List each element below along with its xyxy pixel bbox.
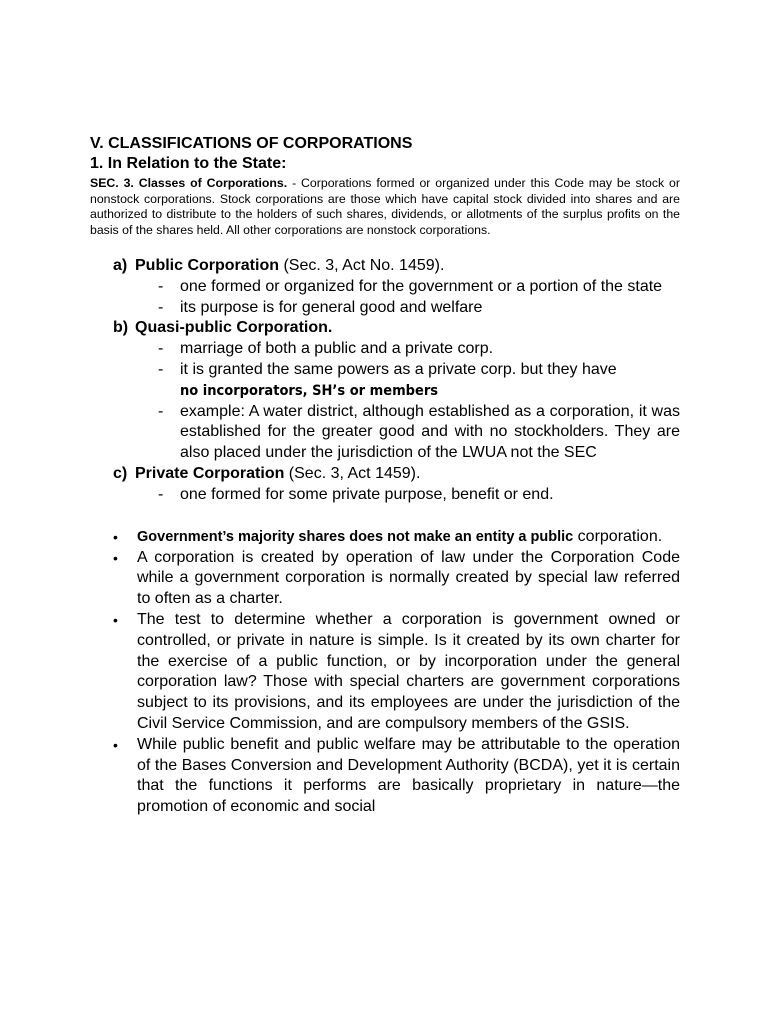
list-item: - it is granted the same powers as a private corp. but they have no incorporators, SH’s or members xyxy=(158,360,617,399)
document-content xyxy=(90,134,680,818)
class-marker: c) xyxy=(113,464,128,482)
sec3-label: SEC. 3. Classes of Corporations. xyxy=(90,176,288,190)
section-title: V. CLASSIFICATIONS OF CORPORATIONS xyxy=(90,135,413,152)
list-item: - marriage of both a public and a private corp. xyxy=(158,340,494,358)
notes-bullet-list xyxy=(90,527,680,818)
list-item: - one formed or organized for the government or a portion of the state xyxy=(158,277,663,295)
sec3-text: - Corporations formed or organized under this Code may be stock or nonstock corporations. Stock corporations are those which have capital stock divided into shares and are authorized to distribute to the holders of such shares, dividends, or allotments of the surplus profits on the basis of the shares held. All other corporations are nonstock corporations. xyxy=(90,176,680,237)
class-name: Quasi-public Corporation. xyxy=(135,319,333,337)
class-name: Public Corporation xyxy=(135,257,279,274)
list-item: • Government’s majority shares does not make an entity a public corporation. xyxy=(90,527,680,548)
class-ref: (Sec. 3, Act 1459). xyxy=(284,464,421,482)
list-item: • While public benefit and public welfare may be attributable to the operation of the Bases Conversion and Development Authority (BCDA), yet it is certain that the functions it performs are basically proprietary in nature—the promotion of economic and social xyxy=(90,735,680,818)
class-quasi-public xyxy=(90,318,680,464)
class-private xyxy=(90,464,680,506)
section-subtitle: 1. In Relation to the State: xyxy=(90,155,287,172)
class-marker: a) xyxy=(113,257,128,274)
bullet-icon: • xyxy=(113,611,118,628)
bullet-icon: • xyxy=(113,528,118,545)
class-points xyxy=(90,485,680,506)
classification-list xyxy=(90,256,680,506)
list-item: - its purpose is for general good and welfare xyxy=(158,298,483,316)
class-name: Private Corporation xyxy=(135,464,285,482)
list-item: • A corporation is created by operation of law under the Corporation Code while a government corporation is normally created by special law referred to often as a charter. xyxy=(90,548,680,610)
class-points xyxy=(90,339,680,464)
bullet-icon: • xyxy=(113,736,118,753)
sec3-paragraph xyxy=(90,176,680,238)
list-item: - one formed for some private purpose, benefit or end. xyxy=(158,485,554,503)
bullet-icon: • xyxy=(113,549,118,566)
class-public xyxy=(90,256,680,318)
list-item: - example: A water district, although established as a corporation, it was established for the greater good and with no stockholders. They are also placed under the jurisdiction of the LWUA not the SEC xyxy=(158,402,680,462)
list-item: • The test to determine whether a corporation is government owned or controlled, or private in nature is simple. Is it created by its own charter for the exercise of a public function, or by incorporation under the general corporation law? Those with special charters are government corporations subject to its provisions, and its employees are under the jurisdiction of the Civil Service Commission, and are compulsory members of the GSIS. xyxy=(90,610,680,735)
no-incorporators-note: no incorporators, SH’s or members xyxy=(180,382,439,399)
class-points xyxy=(90,277,680,319)
class-ref: (Sec. 3, Act No. 1459). xyxy=(279,257,445,274)
class-marker: b) xyxy=(113,319,129,337)
